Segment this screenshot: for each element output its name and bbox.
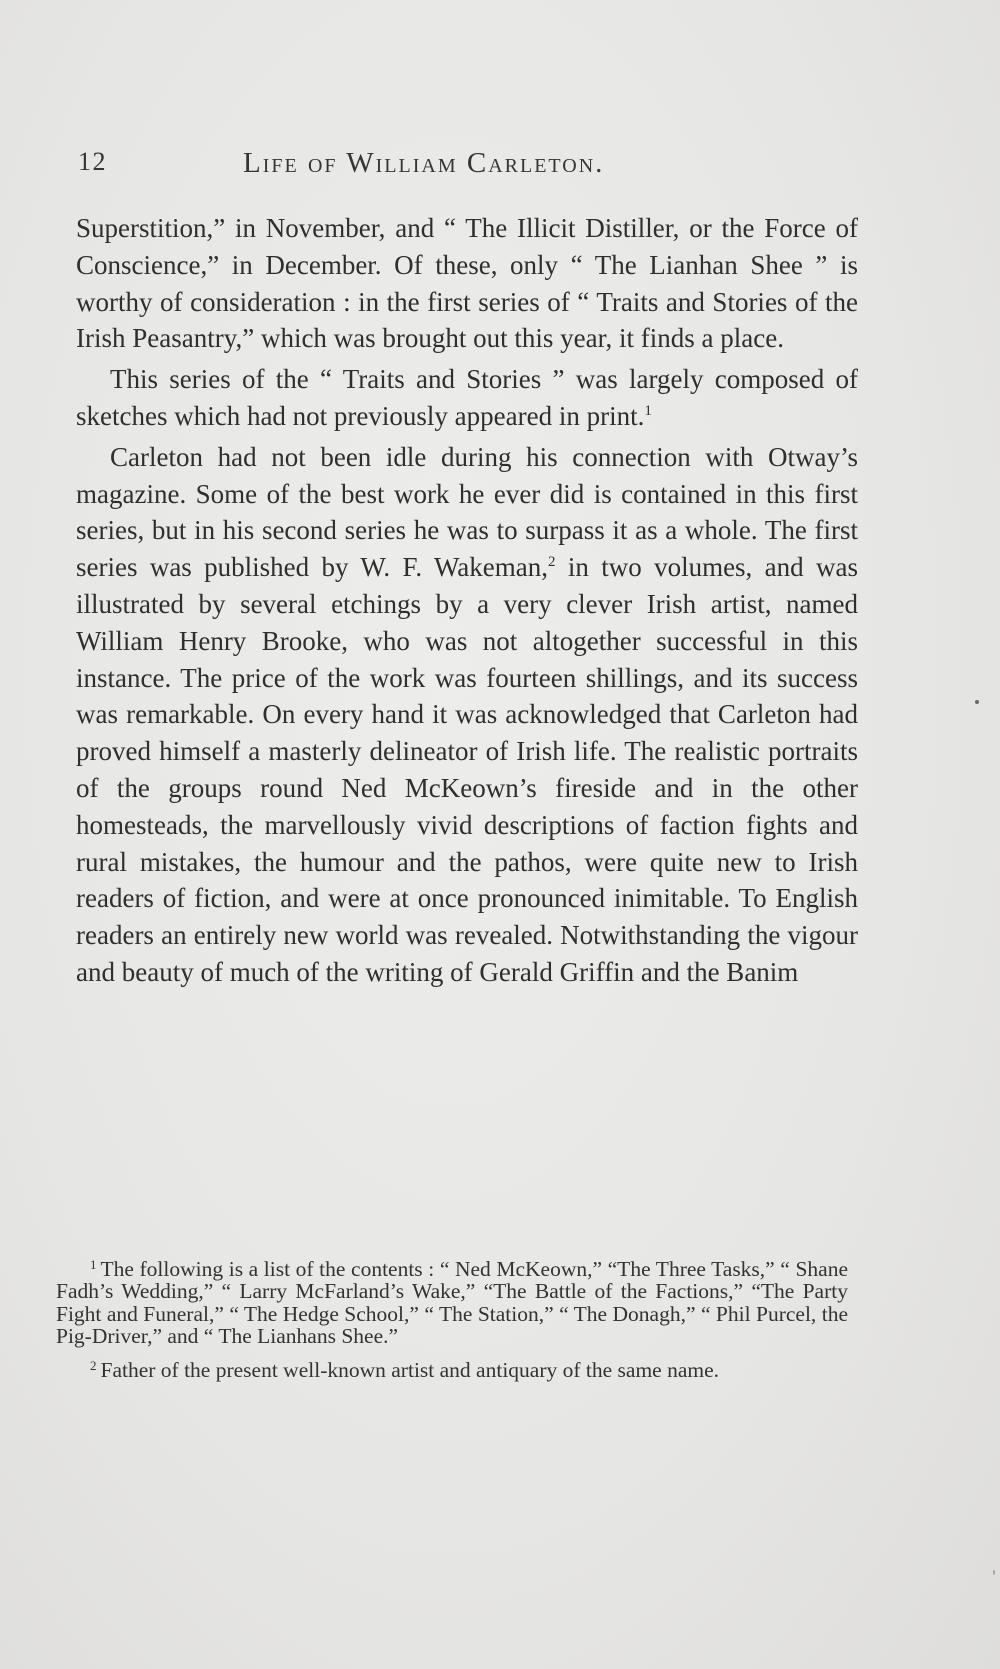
footnote-ref-2: 2 — [548, 554, 556, 571]
paragraph-3-text: Carleton had not been idle during his connection with Otway’s magazine. Some of the best work he ever did is contained in this first series, but in his second series he was to surpass it as a whole. The first series was published by W. F. Wakeman, — [76, 441, 858, 583]
footnote-2 — [56, 1359, 848, 1381]
paper-speck — [993, 1570, 995, 1575]
footnote-mark-1: 1 — [90, 1257, 97, 1272]
footnote-ref-1: 1 — [644, 402, 652, 419]
paragraph-1: Superstition,” in November, and “ The Illicit Distiller, or the Force of Conscience,” in December. Of these, only “ The Lianhan Shee ” is worthy of consideration : in the first series of “ Traits and Stories of the Irish Peasantry,” which was brought out this year, it finds a place. — [76, 213, 858, 354]
footnote-mark-2: 2 — [90, 1358, 97, 1374]
paragraph-2 — [76, 361, 858, 435]
footnotes — [56, 1258, 848, 1381]
paragraph-2-text: This series of the “ Traits and Stories ” was largely composed of sketches which had not previously appeared in print. — [76, 364, 858, 431]
running-head — [78, 147, 758, 183]
footnote-1 — [56, 1258, 848, 1347]
footnote-text-2: Father of the present well-known artist and antiquary of the same name. — [100, 1358, 720, 1383]
running-title: Life of William Carleton. — [243, 147, 605, 179]
paragraph-3 — [76, 439, 858, 991]
page-number: 12 — [78, 147, 107, 176]
footnote-text-1: The following is a list of the contents : “ Ned McKeown,” “The Three Tasks,” “ Shane Fadh’s Wedding,” “ Larry McFarland’s Wake,” “The Battle of the Factions,” “The Party Fight and Funeral,” “ The Hedge School,” “ The Station,” “ The Donagh,” “ Phil Purcel, the Pig-Driver,” and “ The Lianhans Shee.” — [56, 1257, 848, 1348]
paragraph-3-continued: in two volumes, and was illustrated by several etchings by a very clever Irish artist, named William Henry Brooke, who was not altogether successful in this instance. The price of the work was fourteen shillings, and its success was remarkable. On every hand it was acknowledged that Carleton had proved himself a masterly delineator of Irish life. The realistic portraits of the groups round Ned McKeown’s fireside and in the other homesteads, the marvellously vivid descriptions of faction fights and rural mistakes, the humour and the pathos, were quite new to Irish readers of fiction, and were at once pronounced inimitable. To English readers an entirely new world was revealed. Notwithstanding the vigour and beauty of much of the writing of Gerald Griffin and the Banim — [76, 552, 858, 987]
body-text — [76, 210, 858, 991]
paper-speck — [975, 700, 979, 704]
